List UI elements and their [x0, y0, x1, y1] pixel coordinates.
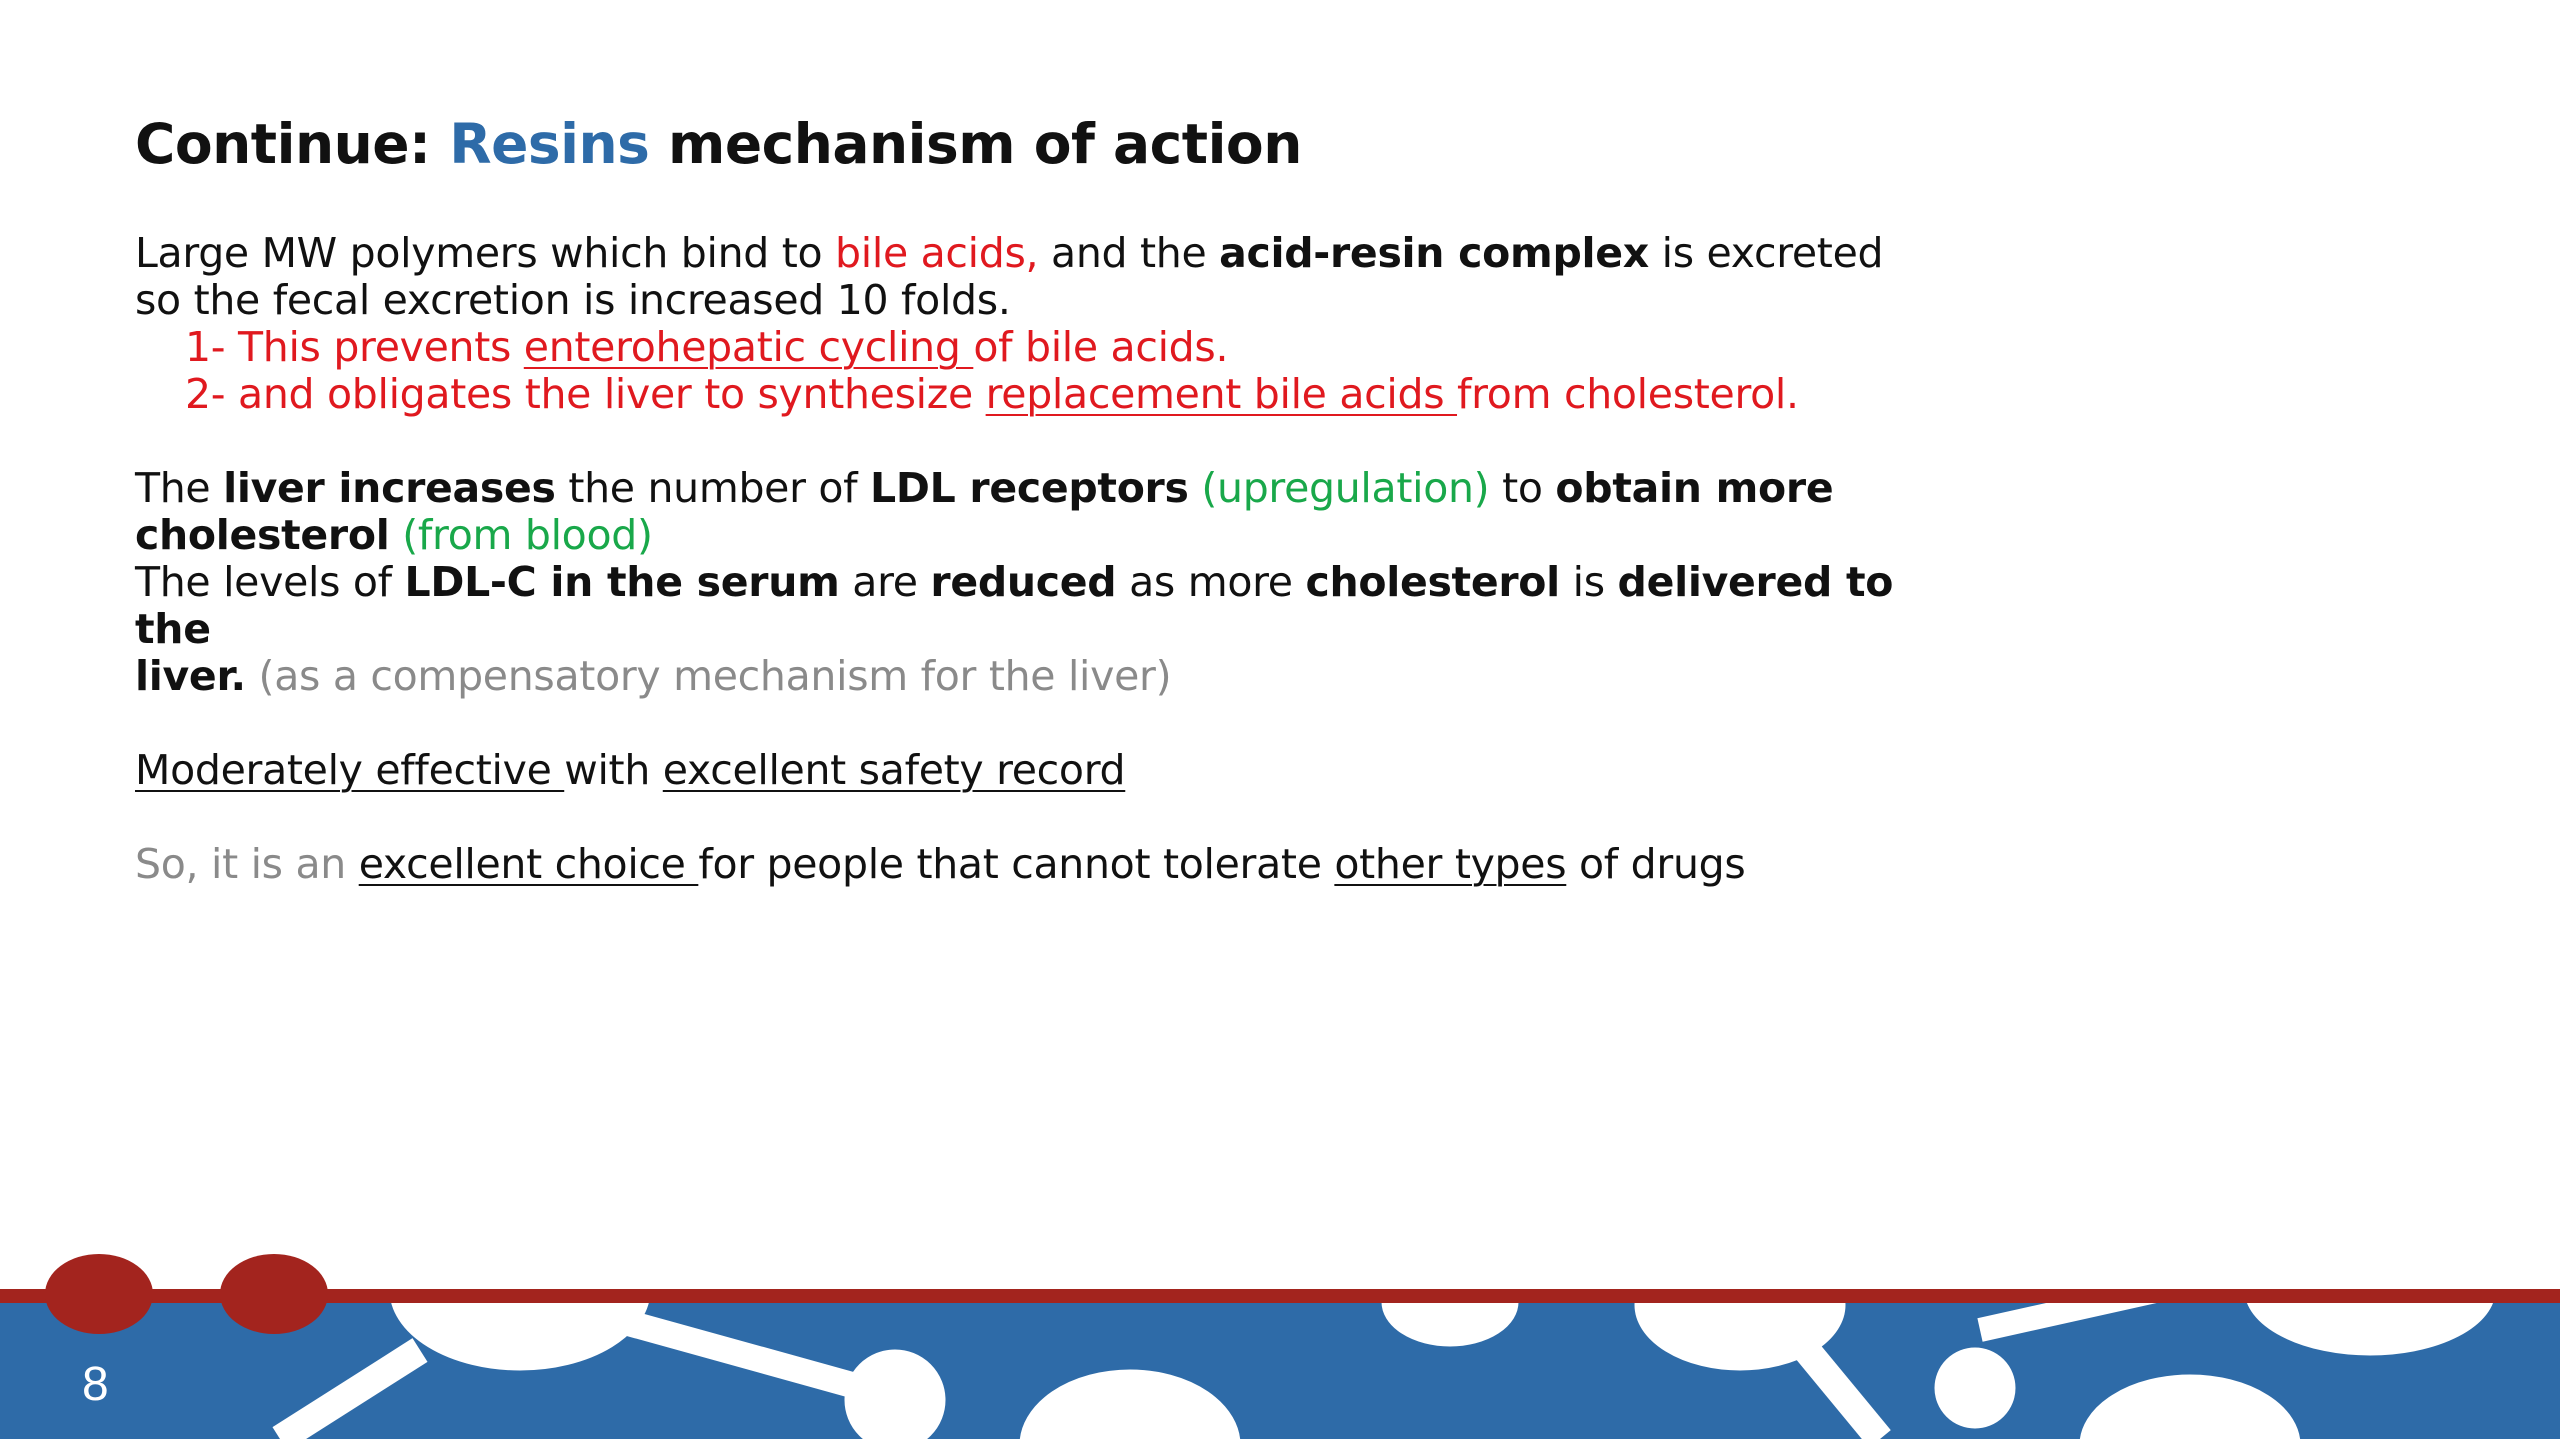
- compensatory-note: (as a compensatory mechanism for the liver): [245, 652, 1172, 700]
- text: are: [839, 558, 931, 606]
- para-resins-binding: [135, 230, 1935, 277]
- text: obtain more: [1555, 464, 1834, 512]
- para-ldl-receptors-cont: [135, 512, 1935, 559]
- text: other types: [1334, 840, 1567, 888]
- text: 2- and obligates the liver to synthesize: [185, 370, 986, 418]
- text: for people that cannot tolerate: [698, 840, 1335, 888]
- text: to: [1489, 464, 1556, 512]
- text: from cholesterol.: [1457, 370, 1799, 418]
- text: is: [1559, 558, 1618, 606]
- spacer: [135, 418, 1935, 465]
- enterohepatic-text: enterohepatic cycling: [523, 323, 974, 371]
- para-choice: [135, 841, 1935, 888]
- text: So, it is an: [135, 840, 359, 888]
- bile-acids-text: bile acids,: [835, 229, 1039, 277]
- text: is excreted: [1648, 229, 1884, 277]
- text: Large MW polymers which bind to: [135, 229, 836, 277]
- text: 1- This prevents: [185, 323, 524, 371]
- text: cholesterol: [135, 511, 390, 559]
- upregulation-text: (upregulation): [1188, 464, 1490, 512]
- text: reduced: [930, 558, 1117, 606]
- text: The: [135, 464, 224, 512]
- text: Moderately effective: [135, 746, 565, 794]
- title-prefix: Continue:: [135, 112, 450, 176]
- text: with: [564, 746, 663, 794]
- acid-resin-complex-text: acid-resin complex: [1219, 229, 1649, 277]
- text: excellent safety record: [662, 746, 1126, 794]
- para-effectiveness: [135, 747, 1935, 794]
- text: of bile acids.: [973, 323, 1229, 371]
- text: of drugs: [1566, 840, 1746, 888]
- slide-number: 8: [82, 1358, 109, 1411]
- para-ldl-c-levels: [135, 559, 1935, 653]
- text: excellent choice: [358, 840, 699, 888]
- footer-red-dot-1: [45, 1254, 153, 1334]
- para-ldl-c-levels-cont: [135, 653, 1935, 700]
- text: as more: [1116, 558, 1306, 606]
- spacer: [135, 794, 1935, 841]
- para-ldl-receptors: [135, 465, 1935, 512]
- text: delivered to the: [135, 558, 1894, 653]
- text: LDL-C in the serum: [404, 558, 840, 606]
- text: liver.: [135, 652, 246, 700]
- footer-red-dot-2: [220, 1254, 328, 1334]
- slide-body: [135, 230, 1935, 888]
- text: liver increases: [223, 464, 556, 512]
- replacement-text: replacement bile acids: [985, 370, 1458, 418]
- point-2: [135, 371, 1935, 418]
- text: LDL receptors: [870, 464, 1189, 512]
- footer-red-line: [0, 1289, 2560, 1303]
- slide-title: [135, 112, 1302, 176]
- spacer: [135, 700, 1935, 747]
- text: the number of: [555, 464, 871, 512]
- footer-decoration: [0, 1240, 2560, 1439]
- title-suffix: mechanism of action: [649, 112, 1302, 176]
- text: cholesterol: [1305, 558, 1560, 606]
- para-fecal-excretion: so the fecal excretion is increased 10 folds.: [135, 276, 1011, 324]
- text: and the: [1038, 229, 1220, 277]
- point-1: [135, 324, 1935, 371]
- title-accent: Resins: [449, 112, 650, 176]
- from-blood-text: (from blood): [389, 511, 653, 559]
- text: The levels of: [135, 558, 405, 606]
